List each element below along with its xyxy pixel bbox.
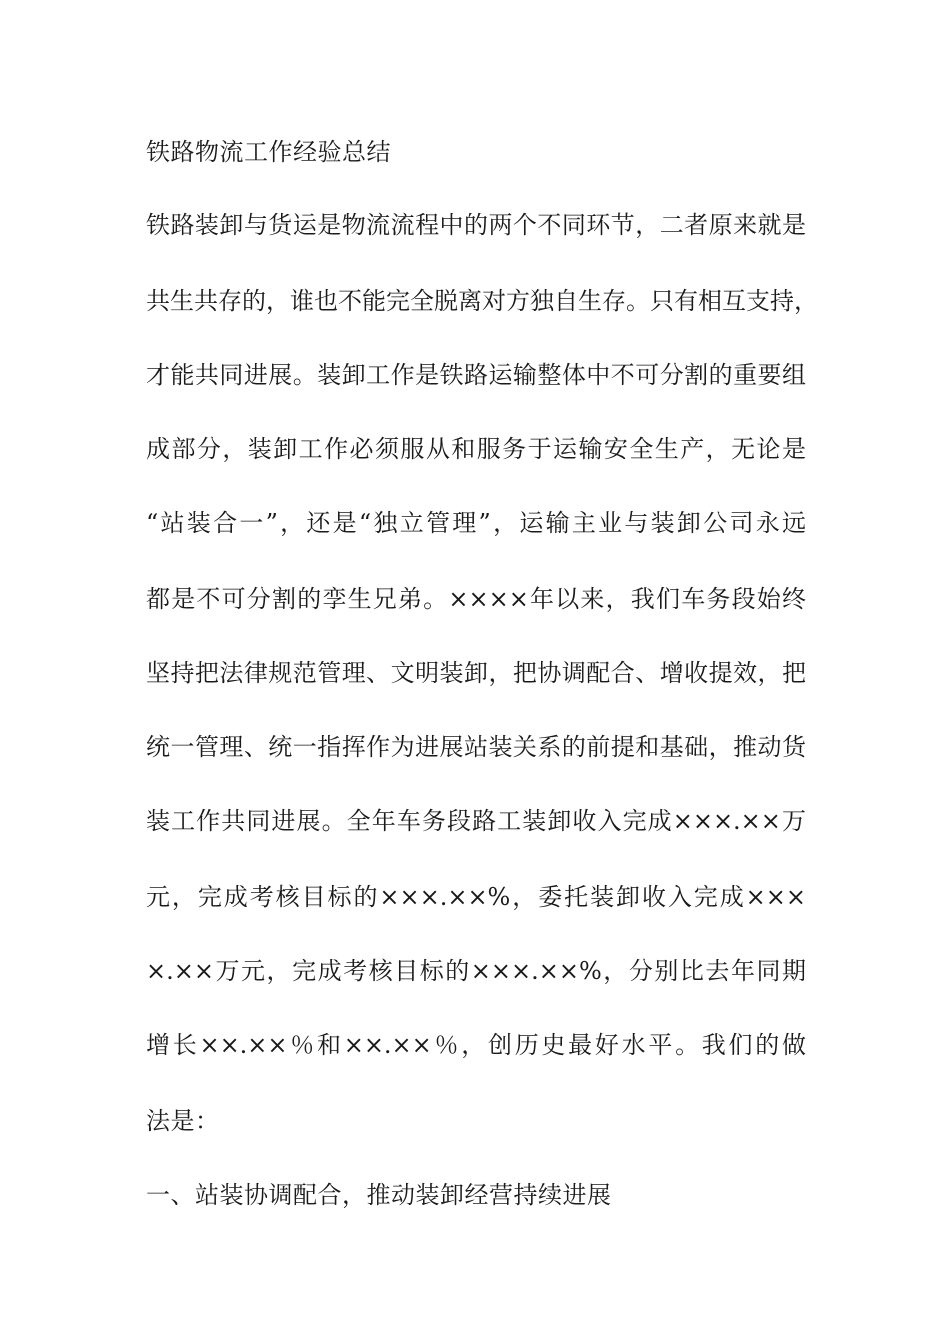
paragraph-line: 法是： (146, 1107, 220, 1135)
paragraph-line: 铁路装卸与货运是物流流程中的两个不同环节，二者原来就是 (146, 211, 806, 239)
paragraph-line: 成部分，装卸工作必须服从和服务于运输安全生产，无论是 (146, 435, 806, 463)
section-heading: 一、站装协调配合，推动装卸经营持续进展 (146, 1181, 612, 1209)
paragraph-line: 元，完成考核目标的×××.××%，委托装卸收入完成××× (146, 883, 806, 911)
paragraph-line: 共生共存的，谁也不能完全脱离对方独自生存。只有相互支持， (146, 287, 818, 315)
paragraph-line: 都是不可分割的孪生兄弟。××××年以来，我们车务段始终 (146, 585, 806, 613)
paragraph-line: 增长××.××％和××.××％，创历史最好水平。我们的做 (146, 1031, 806, 1059)
paragraph-line: 才能共同进展。装卸工作是铁路运输整体中不可分割的重要组 (146, 361, 806, 389)
paragraph-line: 坚持把法律规范管理、文明装卸，把协调配合、增收提效，把 (146, 659, 806, 687)
document-title: 铁路物流工作经验总结 (146, 138, 391, 166)
paragraph-line: 统一管理、统一指挥作为进展站装关系的前提和基础，推动货 (146, 733, 806, 761)
paragraph-line: “站装合一”，还是“独立管理”，运输主业与装卸公司永远 (146, 509, 806, 537)
paragraph-line: 装工作共同进展。全年车务段路工装卸收入完成×××.××万 (146, 807, 806, 835)
paragraph-line: ×.××万元，完成考核目标的×××.××%，分别比去年同期 (146, 957, 806, 985)
